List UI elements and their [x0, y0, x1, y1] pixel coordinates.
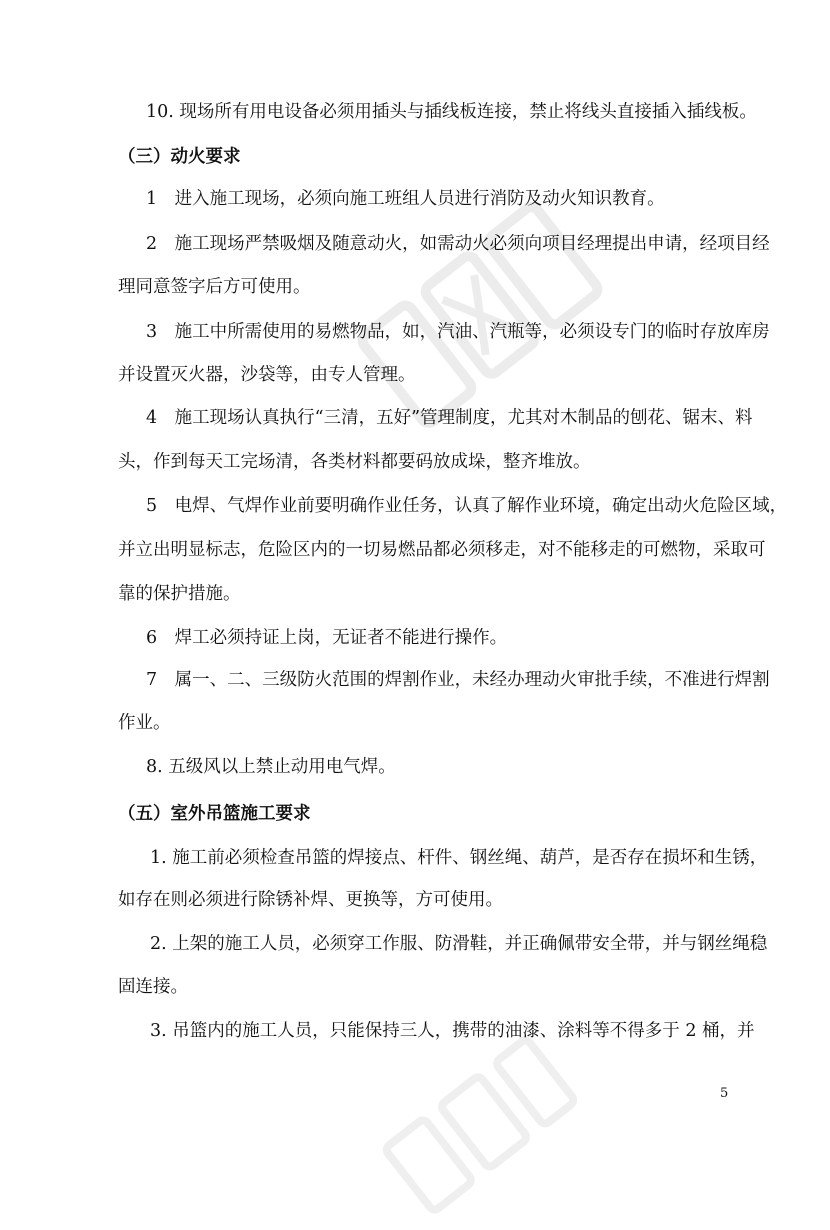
- basket-item-3-line-1: 3. 吊篮内的施工人员，只能保持三人，携带的油漆、涂料等不得多于 2 桶，并: [150, 1021, 755, 1041]
- fire-item-7-line-2: 作业。: [118, 713, 171, 733]
- section-3-heading: （三）动火要求: [118, 147, 241, 167]
- section-5-heading: （五）室外吊篮施工要求: [118, 804, 311, 824]
- fire-item-3-line-2: 并设置灭火器，沙袋等，由专人管理。: [118, 365, 416, 385]
- fire-item-7-line-1: 7 属一、二、三级防火范围的焊割作业，未经办理动火审批手续，不准进行焊割: [146, 670, 770, 690]
- item-10: 10. 现场所有用电设备必须用插头与插线板连接，禁止将线头直接插入插线板。: [146, 102, 757, 122]
- fire-item-1: 1 进入施工现场，必须向施工班组人员进行消防及动火知识教育。: [146, 189, 665, 209]
- fire-item-5-line-1: 5 电焊、气焊作业前要明确作业任务，认真了解作业环境，确定出动火危险区域，: [146, 496, 788, 516]
- fire-item-4-line-2: 头，作到每天工完场清，各类材料都要码放成垛，整齐堆放。: [118, 452, 591, 472]
- fire-item-2-line-1: 2 施工现场严禁吸烟及随意动火，如需动火必须向项目经理提出申请，经项目经: [146, 234, 770, 254]
- fire-item-3-line-1: 3 施工中所需使用的易燃物品，如，汽油、汽瓶等，必须设专门的临时存放库房: [146, 322, 770, 342]
- watermark-logo-bottom: [367, 1020, 592, 1230]
- fire-item-5-line-2: 并立出明显标志，危险区内的一切易燃品都必须移走，对不能移走的可燃物，采取可: [118, 540, 766, 560]
- basket-item-1-line-2: 如存在则必须进行除锈补焊、更换等，方可使用。: [118, 890, 503, 910]
- page-number: 5: [720, 1086, 729, 1101]
- basket-item-2-line-2: 固连接。: [118, 977, 188, 997]
- fire-item-5-line-3: 靠的保护措施。: [118, 584, 241, 604]
- basket-item-1-line-1: 1. 施工前必须检查吊篮的焊接点、杆件、钢丝绳、葫芦，是否存在损坏和生锈，: [150, 848, 768, 868]
- fire-item-4-line-1: 4 施工现场认真执行“三清，五好”管理制度，尤其对木制品的刨花、锯末、料: [146, 408, 753, 428]
- basket-item-2-line-1: 2. 上架的施工人员，必须穿工作服、防滑鞋，并正确佩带安全带，并与钢丝绳稳: [150, 934, 768, 954]
- fire-item-6: 6 焊工必须持证上岗，无证者不能进行操作。: [146, 628, 508, 648]
- fire-item-2-line-2: 理同意签字后方可使用。: [118, 277, 311, 297]
- fire-item-8: 8. 五级风以上禁止动用电气焊。: [146, 757, 396, 777]
